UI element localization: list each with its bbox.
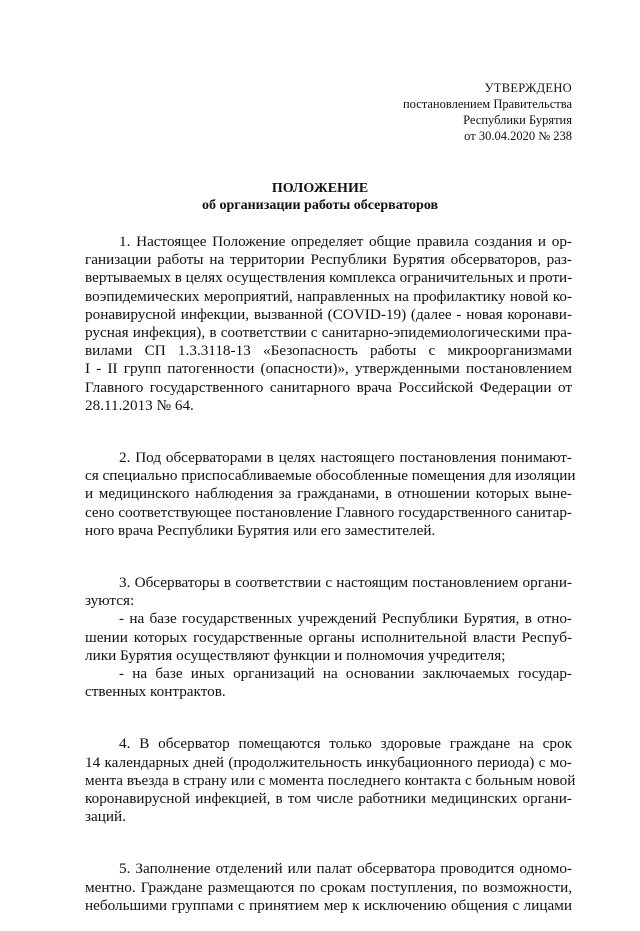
approval-line-decree: постановлением Правительства (402, 97, 572, 111)
title-sub: об организации работы обсерваторов (201, 198, 439, 213)
paragraph-line: 1. Настоящее Положение определяет общие правила создания и ор- (119, 233, 572, 250)
paragraph-line: лики Бурятия осуществляют функции и полномочия учредителя; (85, 646, 506, 664)
document-body (85, 233, 576, 931)
paragraph-line: вертываемых в целях осуществления комплекса ограничительных и проти- (85, 269, 573, 287)
paragraph-line: Главного государственного санитарного врача Российской Федерации от (85, 378, 572, 396)
paragraph-line: ментно. Граждане размещаются по срокам поступления, по возможности, (85, 878, 572, 896)
paragraph-line: 4. В обсерватор помещаются только здоровые граждане на срок (119, 735, 572, 753)
paragraph-line: ного врача Республики Бурятия или его заместителей. (85, 521, 436, 539)
paragraph-line: и медицинского наблюдения за гражданами, в отношении которых выне- (85, 485, 572, 503)
paragraph-line: 28.11.2013 № 64. (85, 396, 194, 414)
paragraph-line: коронавирусной инфекцией, в том числе работники медицинских органи- (85, 790, 572, 808)
approval-line-republic: Республики Бурятия (463, 113, 572, 127)
approval-stamp (403, 80, 572, 144)
paragraph-line: 2. Под обсерваторами в целях настоящего постановления понимают- (119, 449, 572, 467)
paragraph-line: заций. (85, 808, 126, 826)
paragraph-line: ронавирусной инфекции, вызванной (COVID-19) (далее - новая коронави- (85, 305, 572, 323)
paragraph-3 (85, 574, 572, 701)
paragraph-line: ганизации работы на территории Республики Бурятия обсерваторов, раз- (85, 251, 572, 269)
title-main: ПОЛОЖЕНИЕ (271, 181, 369, 196)
paragraph-line: ственных контрактов. (85, 683, 226, 701)
paragraph-1 (85, 233, 572, 415)
paragraph-2 (85, 449, 576, 540)
paragraph-line: шении которых государственные органы исполнительной власти Респуб- (85, 628, 572, 646)
paragraph-line: русная инфекция), в соответствии с санитарно-эпидемиологическими пра- (85, 324, 572, 342)
document-title (0, 180, 640, 214)
paragraph-line: воэпидемических мероприятий, направленных на профилактику новой ко- (85, 287, 572, 305)
paragraph-line: - на базе государственных учреждений Республики Бурятия, в отно- (119, 610, 572, 628)
paragraph-line: небольшими группами с принятием мер к исключению общения с лицами (85, 896, 572, 914)
paragraph-line: - на базе иных организаций на основании заключаемых государ- (119, 665, 572, 683)
paragraph-line: мента въезда в страну или с момента последнего контакта с больным новой (85, 771, 576, 789)
approval-title: УТВЕРЖДЕНО (484, 81, 572, 95)
approval-line-date-number: от 30.04.2020 № 238 (464, 129, 572, 143)
paragraph-line: I - II групп патогенности (опасности)», утвержденными постановлением (85, 360, 572, 378)
paragraph-line: 5. Заполнение отделений или палат обсерватора проводится одномо- (119, 860, 572, 878)
paragraph-line: зуются: (85, 592, 135, 610)
paragraph-line: ся специально приспосабливаемые обособленные помещения для изоляции (85, 467, 576, 485)
paragraph-4 (85, 735, 576, 826)
paragraph-line: сено соответствующее постановление Главного государственного санитар- (85, 503, 572, 521)
paragraph-line: 14 календарных дней (продолжительность инкубационного периода) с мо- (85, 753, 572, 771)
paragraph-line: 3. Обсерваторы в соответствии с настоящим постановлением органи- (119, 574, 572, 592)
paragraph-line: вилами СП 1.3.3118-13 «Безопасность работы с микроорганизмами (85, 342, 572, 360)
paragraph-5 (85, 860, 572, 915)
